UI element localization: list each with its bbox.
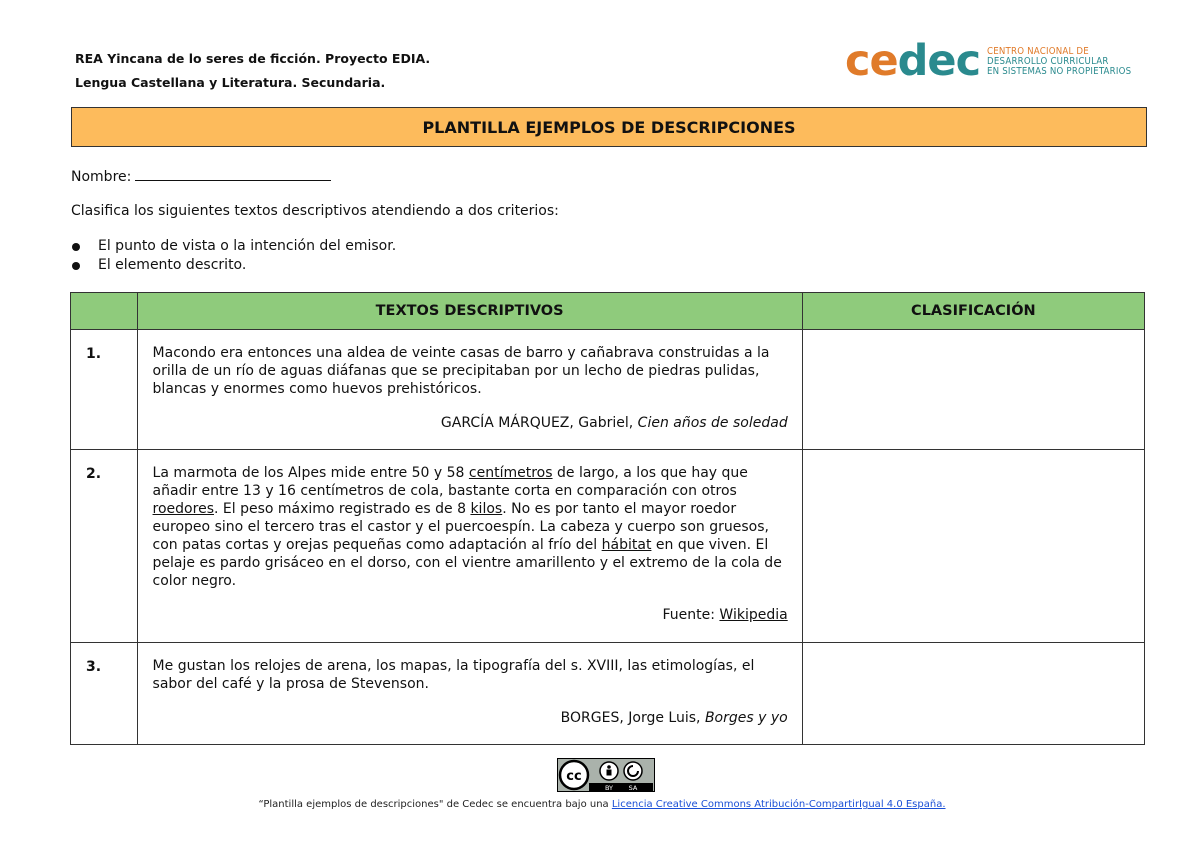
description-text-cell: [137, 330, 802, 450]
column-header-texts: TEXTOS DESCRIPTIVOS: [137, 293, 802, 330]
source-work: Cien años de soledad: [637, 415, 788, 431]
cc-icon-text: cc: [566, 769, 582, 784]
classification-cell[interactable]: [802, 643, 1144, 745]
source-author: BORGES, Jorge Luis,: [560, 710, 701, 726]
description-text-cell: [137, 643, 802, 745]
instructions: Clasifica los siguientes textos descriptivos atendiendo a dos criterios:: [71, 203, 559, 219]
column-header-number: [71, 293, 138, 330]
source-citation: [153, 709, 788, 727]
nombre-field: [71, 166, 331, 185]
table-row: [71, 643, 1145, 745]
license-link[interactable]: Licencia Creative Commons Atribución-CompartirIgual 4.0 España.: [611, 799, 946, 810]
table-header-row: [71, 293, 1145, 330]
page-title: PLANTILLA EJEMPLOS DE DESCRIPCIONES: [71, 107, 1147, 147]
description-text: Me gustan los relojes de arena, los mapas, la tipografía del s. XVIII, las etimologías, el sabor del café y la prosa de Stevenson.: [152, 658, 755, 692]
criterion-text: El punto de vista o la intención del emisor.: [98, 238, 397, 254]
nombre-blank-line[interactable]: [135, 166, 331, 181]
bullet-icon: [72, 243, 80, 251]
header-project-line: REA Yincana de lo seres de ficción. Proyecto EDIA.: [75, 51, 431, 66]
description-text: [153, 464, 788, 590]
text-fragment: . El peso máximo registrado es de 8: [213, 501, 471, 517]
column-header-classification: CLASIFICACIÓN: [802, 293, 1144, 330]
cedec-logo: [845, 36, 1145, 86]
document-header: [75, 47, 430, 95]
row-number: 2.: [71, 450, 138, 643]
criterion-text: El elemento descrito.: [98, 257, 247, 273]
source-label: Fuente:: [662, 607, 715, 623]
source-author: GARCÍA MÁRQUEZ, Gabriel,: [440, 415, 634, 431]
link-kilos[interactable]: kilos: [470, 501, 503, 517]
text-fragment: . No es por tanto el mayor roedor europeo sino el tercero tras el castor y el puercoespín. La cabeza y cuerpo son gruesos, con patas cortas y orejas pequeñas como adaptación al frío del: [152, 501, 769, 553]
classification-cell[interactable]: [802, 450, 1144, 643]
source-citation: [153, 414, 788, 432]
classification-cell[interactable]: [802, 330, 1144, 450]
logo-word-part2: dec: [897, 36, 981, 86]
link-centimetros[interactable]: centímetros: [468, 465, 553, 481]
bullet-icon: [72, 262, 80, 270]
logo-sub-line1: CENTRO NACIONAL DE: [987, 46, 1089, 57]
header-subject-line: Lengua Castellana y Literatura. Secundaria.: [75, 75, 386, 90]
cc-by-sa-badge[interactable]: [557, 758, 655, 792]
logo-subtitle: [987, 47, 1131, 77]
logo-sub-line2: DESARROLLO CURRICULAR: [987, 56, 1109, 67]
sa-icon: [624, 762, 642, 780]
row-number: 3.: [71, 643, 138, 745]
source-citation: [153, 606, 788, 624]
criteria-list: [71, 237, 396, 275]
text-fragment: de largo, a los que hay que añadir entre 13 y 16 centímetros de cola, bastante corta en comparación con otros: [152, 465, 748, 499]
list-item: [71, 256, 396, 275]
description-text-cell: [137, 450, 802, 643]
license-footer: [0, 799, 1204, 810]
descriptions-table: [70, 292, 1145, 745]
table-row: [71, 330, 1145, 450]
footer-text: “Plantilla ejemplos de descripciones" de Cedec se encuentra bajo una: [258, 799, 612, 810]
logo-sub-line3: EN SISTEMAS NO PROPIETARIOS: [987, 66, 1132, 77]
link-wikipedia[interactable]: Wikipedia: [719, 607, 788, 623]
source-work: Borges y yo: [704, 710, 788, 726]
by-label: BY: [604, 784, 614, 792]
text-fragment: La marmota de los Alpes mide entre 50 y 58: [152, 465, 469, 481]
table-row: [71, 450, 1145, 643]
description-text: Macondo era entonces una aldea de veinte casas de barro y cañabrava construidas a la orilla de un río de aguas diáfanas que se precipitaban por un lecho de piedras pulidas, blancas y enormes como huevos prehistóricos.: [152, 345, 770, 397]
list-item: [71, 237, 396, 256]
logo-word-part1: ce: [845, 36, 898, 86]
link-roedores[interactable]: roedores: [152, 501, 214, 517]
row-number: 1.: [71, 330, 138, 450]
text-fragment: en que viven. El pelaje es pardo grisáceo en el dorso, con el vientre amarillento y el extremo de la cola de color negro.: [152, 537, 782, 589]
link-habitat[interactable]: hábitat: [601, 537, 652, 553]
sa-label: SA: [628, 784, 638, 792]
nombre-label: Nombre:: [71, 169, 132, 185]
